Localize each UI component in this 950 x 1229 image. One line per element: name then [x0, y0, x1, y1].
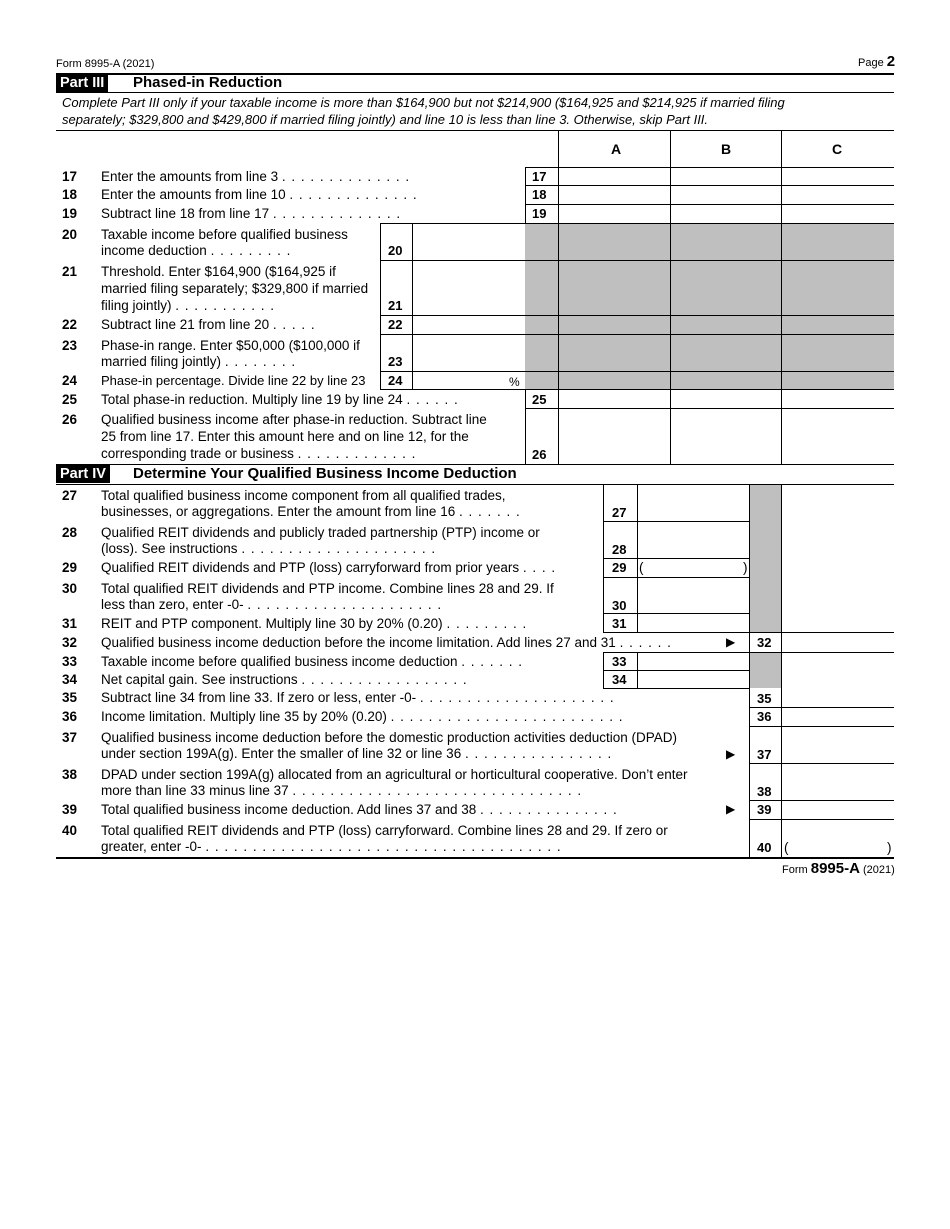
line-35-number: 35	[62, 690, 78, 705]
form-id-header: Form 8995-A (2021)	[56, 58, 155, 70]
line-28-label-line2: (loss). See instructions . . . . . . . . . . . . . . . . . . . . .	[101, 541, 437, 556]
line-19-box-label: 19	[532, 206, 547, 221]
line-22-input[interactable]	[413, 316, 524, 333]
line-19-label: Subtract line 18 from line 17 . . . . . . . . . . . . . .	[101, 206, 402, 221]
line-35-label: Subtract line 34 from line 33. If zero or less, enter -0- . . . . . . . . . . . . . . . . . . . . .	[101, 690, 615, 705]
line-40-input[interactable]	[791, 821, 885, 856]
line-34-label: Net capital gain. See instructions . . . . . . . . . . . . . . . . . .	[101, 672, 468, 687]
line-26-col-c-input[interactable]	[782, 409, 894, 463]
line-31-box-label: 31	[612, 616, 627, 631]
shaded-area-part4-upper	[749, 485, 781, 632]
line-30-label-line2: less than zero, enter -0- . . . . . . . . . . . . . . . . . . . . .	[101, 597, 443, 612]
line-30-number: 30	[62, 581, 78, 596]
line-19-number: 19	[62, 206, 78, 221]
line-30-label-line1: Total qualified REIT dividends and PTP income. Combine lines 28 and 29. If	[101, 581, 554, 596]
line-31-label: REIT and PTP component. Multiply line 30 by 20% (0.20) . . . . . . . . .	[101, 616, 528, 631]
column-a-header: A	[611, 141, 622, 157]
line-20-number: 20	[62, 227, 78, 242]
line-23-label-line1: Phase-in range. Enter $50,000 ($100,000 if	[101, 338, 360, 353]
line-19-col-a-input[interactable]	[559, 205, 669, 222]
line-37-arrow-icon: ▶	[726, 747, 736, 761]
line-17-box-label: 17	[532, 169, 547, 184]
line-26-box-label: 26	[532, 447, 547, 462]
line-34-box-label: 34	[612, 672, 627, 687]
line-37-input[interactable]	[782, 727, 894, 762]
line-26-label-line3: corresponding trade or business . . . . . . . . . . . . .	[101, 446, 417, 461]
line-29-box-label: 29	[612, 560, 627, 575]
line-37-label-line1: Qualified business income deduction before the domestic production activities deduction (DPAD)	[101, 730, 678, 745]
line-17-col-a-input[interactable]	[559, 168, 669, 185]
line-31-number: 31	[62, 616, 78, 631]
line-18-col-c-input[interactable]	[782, 186, 894, 203]
part-iii-instructions-line1: Complete Part III only if your taxable income is more than $164,900 but not $214,900 ($164,925 and $214,925 if married filing	[62, 95, 785, 110]
line-21-label-line2: married filing separately; $329,800 if married	[101, 281, 369, 296]
line-25-box-label: 25	[532, 392, 547, 407]
line-36-box-label: 36	[757, 709, 772, 724]
line-31-input[interactable]	[638, 614, 748, 631]
line-17-col-c-input[interactable]	[782, 168, 894, 185]
line-40-open-paren: (	[784, 840, 789, 855]
line-40-label-line1: Total qualified REIT dividends and PTP (loss) carryforward. Combine lines 28 and 29. If zero or	[101, 823, 668, 838]
line-32-input[interactable]	[782, 633, 894, 651]
part-iv-title: Determine Your Qualified Business Income Deduction	[133, 465, 517, 482]
line-25-label: Total phase-in reduction. Multiply line 19 by line 24 . . . . . .	[101, 392, 459, 407]
line-25-col-b-input[interactable]	[671, 390, 780, 407]
line-39-input[interactable]	[782, 801, 894, 818]
line-19-col-c-input[interactable]	[782, 205, 894, 222]
line-28-input[interactable]	[638, 522, 748, 557]
line-36-label: Income limitation. Multiply line 35 by 20% (0.20) . . . . . . . . . . . . . . . . . . . . . . . . .	[101, 709, 624, 724]
column-c-header: C	[832, 141, 843, 157]
line-18-box-label: 18	[532, 187, 547, 202]
line-29-input[interactable]	[646, 559, 742, 576]
line-39-number: 39	[62, 802, 78, 817]
line-30-box-label: 30	[612, 598, 627, 613]
line-38-input[interactable]	[782, 764, 894, 799]
line-17-number: 17	[62, 169, 78, 184]
line-27-label-line1: Total qualified business income component from all qualified trades,	[101, 488, 506, 503]
line-33-box-label: 33	[612, 654, 627, 669]
line-40-close-paren: )	[887, 840, 892, 855]
shaded-area-part3	[525, 223, 894, 389]
line-20-label-line2: income deduction . . . . . . . . .	[101, 243, 292, 258]
line-40-number: 40	[62, 823, 78, 838]
line-26-col-a-input[interactable]	[559, 409, 669, 463]
line-24-percent-sign: %	[509, 375, 520, 389]
line-36-number: 36	[62, 709, 78, 724]
page-label: Page 2	[858, 53, 896, 70]
line-26-label-line1: Qualified business income after phase-in reduction. Subtract line	[101, 412, 487, 427]
line-33-label: Taxable income before qualified business income deduction . . . . . . .	[101, 654, 524, 669]
line-24-label: Phase-in percentage. Divide line 22 by line 23	[101, 373, 366, 388]
line-21-label-line3: filing jointly) . . . . . . . . . . .	[101, 298, 276, 313]
line-18-col-b-input[interactable]	[671, 186, 780, 203]
line-36-input[interactable]	[782, 708, 894, 725]
line-17-col-b-input[interactable]	[671, 168, 780, 185]
line-29-label: Qualified REIT dividends and PTP (loss) carryforward from prior years . . . .	[101, 560, 557, 575]
line-22-label: Subtract line 21 from line 20 . . . . .	[101, 317, 316, 332]
line-29-number: 29	[62, 560, 78, 575]
line-38-number: 38	[62, 767, 78, 782]
line-27-input[interactable]	[638, 486, 748, 520]
line-21-input[interactable]	[413, 261, 524, 314]
line-29-open-paren: (	[639, 560, 644, 575]
line-32-box-label: 32	[757, 635, 772, 650]
line-20-label-line1: Taxable income before qualified business	[101, 227, 348, 242]
line-23-box-label: 23	[388, 354, 403, 369]
line-24-number: 24	[62, 373, 78, 388]
line-27-number: 27	[62, 488, 78, 503]
line-24-input[interactable]	[413, 372, 508, 388]
line-22-number: 22	[62, 317, 78, 332]
line-34-input[interactable]	[638, 671, 748, 687]
line-32-arrow-icon: ▶	[726, 635, 736, 649]
line-24-box-label: 24	[388, 373, 403, 388]
line-37-label-line2: under section 199A(g). Enter the smaller of line 32 or line 36 . . . . . . . . . . . . . . . .	[101, 746, 613, 761]
line-21-number: 21	[62, 264, 78, 279]
line-18-number: 18	[62, 187, 78, 202]
line-32-label: Qualified business income deduction before the income limitation. Add lines 27 and 31 . . . . . .	[101, 635, 672, 650]
line-32-number: 32	[62, 635, 78, 650]
line-39-label: Total qualified business income deduction. Add lines 37 and 38 . . . . . . . . . . . . . . .	[101, 802, 618, 817]
line-35-box-label: 35	[757, 691, 772, 706]
line-23-input[interactable]	[413, 335, 524, 370]
line-20-box-label: 20	[388, 243, 403, 258]
line-38-box-label: 38	[757, 784, 772, 799]
line-18-col-a-input[interactable]	[559, 186, 669, 203]
line-20-input[interactable]	[413, 224, 524, 259]
part-iii-instructions-line2: separately; $329,800 and $429,800 if married filing jointly) and line 10 is less than line 3. Otherwise, skip Part III.	[62, 112, 709, 127]
line-33-number: 33	[62, 654, 78, 669]
line-27-box-label: 27	[612, 505, 627, 520]
part-iii-tag: Part III	[56, 74, 108, 92]
line-21-label-line1: Threshold. Enter $164,900 ($164,925 if	[101, 264, 336, 279]
line-37-number: 37	[62, 730, 78, 745]
line-37-box-label: 37	[757, 747, 772, 762]
line-33-input[interactable]	[638, 653, 748, 669]
line-25-number: 25	[62, 392, 78, 407]
line-28-box-label: 28	[612, 542, 627, 557]
form-id-footer: Form 8995-A (2021)	[782, 860, 895, 877]
line-18-label: Enter the amounts from line 10 . . . . . . . . . . . . . .	[101, 187, 418, 202]
line-26-col-b-input[interactable]	[671, 409, 780, 463]
line-27-label-line2: businesses, or aggregations. Enter the amount from line 16 . . . . . . .	[101, 504, 521, 519]
line-26-label-line2: 25 from line 17. Enter this amount here and on line 12, for the	[101, 429, 469, 444]
line-28-label-line1: Qualified REIT dividends and publicly traded partnership (PTP) income or	[101, 525, 540, 540]
line-40-box-label: 40	[757, 840, 772, 855]
line-17-label: Enter the amounts from line 3 . . . . . . . . . . . . . .	[101, 169, 411, 184]
line-23-number: 23	[62, 338, 78, 353]
line-19-col-b-input[interactable]	[671, 205, 780, 222]
part-iv-tag: Part IV	[56, 465, 110, 483]
line-39-box-label: 39	[757, 802, 772, 817]
column-b-header: B	[721, 141, 732, 157]
line-38-label-line2: more than line 33 minus line 37 . . . . . . . . . . . . . . . . . . . . . . . . . . . . . . .	[101, 783, 583, 798]
part-iii-title: Phased-in Reduction	[133, 74, 283, 91]
line-25-col-c-input[interactable]	[782, 390, 894, 407]
line-28-number: 28	[62, 525, 78, 540]
line-25-col-a-input[interactable]	[559, 390, 669, 407]
line-30-input[interactable]	[638, 578, 748, 612]
line-22-box-label: 22	[388, 317, 403, 332]
line-23-label-line2: married filing jointly) . . . . . . . .	[101, 354, 297, 369]
line-21-box-label: 21	[388, 298, 403, 313]
line-29-close-paren: )	[743, 560, 748, 575]
line-40-label-line2: greater, enter -0- . . . . . . . . . . . . . . . . . . . . . . . . . . . . . . . . . . . . . .	[101, 839, 562, 854]
line-26-number: 26	[62, 412, 78, 427]
line-35-input[interactable]	[782, 689, 894, 706]
line-34-number: 34	[62, 672, 78, 687]
line-38-label-line1: DPAD under section 199A(g) allocated from an agricultural or horticultural cooperative. Don’t enter	[101, 767, 688, 782]
shaded-area-part4-lower	[749, 652, 781, 688]
line-39-arrow-icon: ▶	[726, 802, 736, 816]
